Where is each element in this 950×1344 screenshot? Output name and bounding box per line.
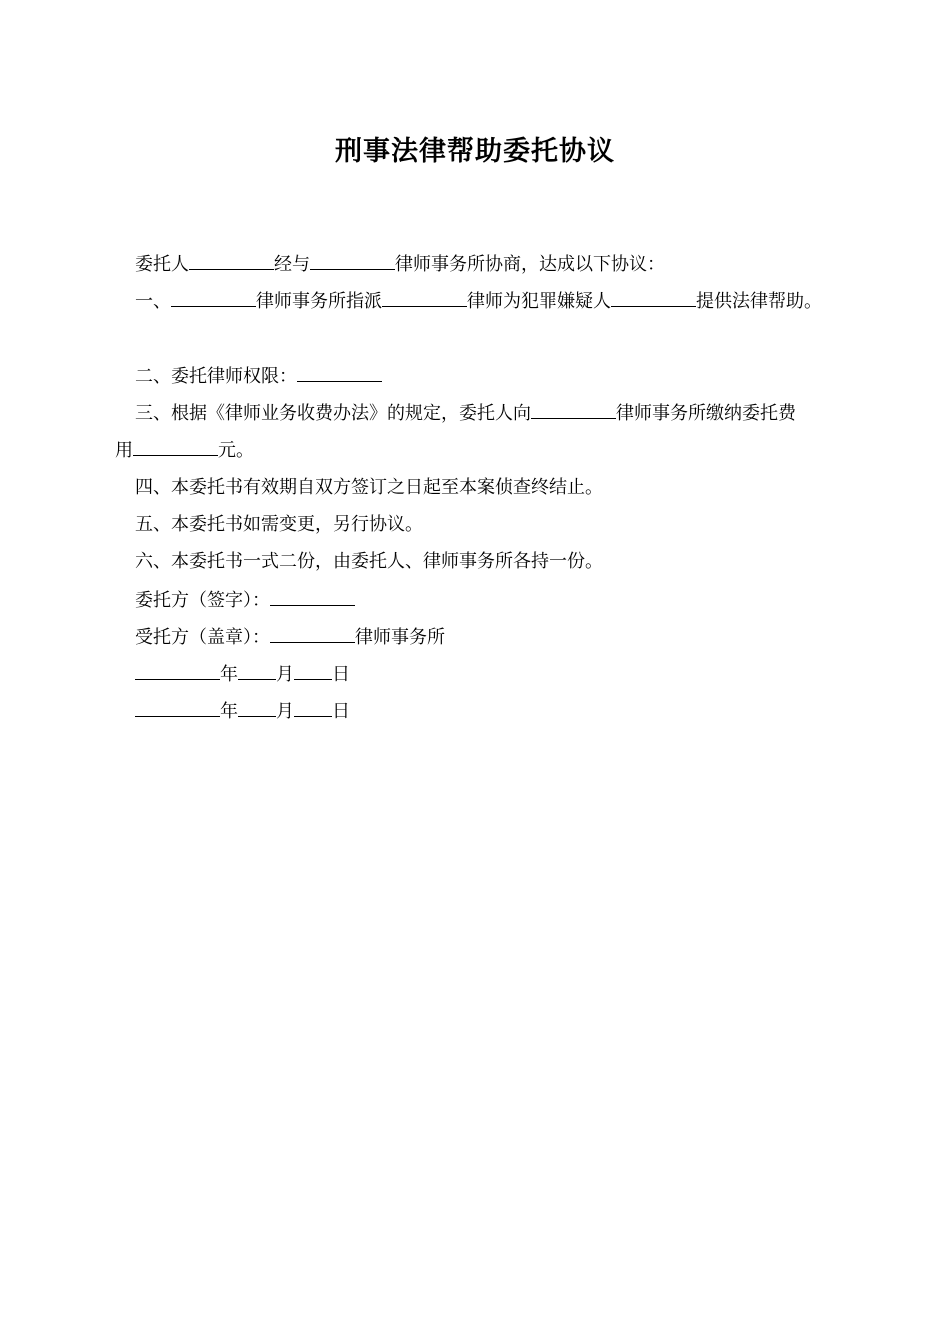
clause-6: 六、本委托书一式二份，由委托人、律师事务所各持一份。 [135,551,603,572]
fee-amount-blank[interactable] [133,437,218,456]
clause-3-text-1: 三、根据《律师业务收费办法》的规定，委托人向 [135,403,531,424]
clause-3-text-3: 用 [115,440,133,461]
clause-4: 四、本委托书有效期自双方签订之日起至本案侦查终结止。 [135,477,603,498]
client-signature-line [135,587,355,614]
intro-text-3: 律师事务所协商，达成以下协议： [395,254,665,275]
client-signature-blank[interactable] [270,587,355,606]
clause-1-text-2: 律师为犯罪嫌疑人 [467,291,611,312]
document-title: 刑事法律帮助委托协议 [335,136,615,167]
intro-text-2: 经与 [274,254,310,275]
date-line-1 [135,661,350,688]
agent-seal-suffix: 律师事务所 [355,627,445,648]
year-blank-2[interactable] [135,698,220,717]
month-label: 月 [276,664,294,685]
clause-3-text-4: 元。 [218,440,254,461]
year-label-2: 年 [220,701,238,722]
client-name-blank[interactable] [189,251,274,270]
authority-blank[interactable] [297,363,382,382]
year-blank[interactable] [135,661,220,680]
day-blank-2[interactable] [294,698,332,717]
month-label-2: 月 [276,701,294,722]
lawyer-name-blank[interactable] [382,288,467,307]
month-blank[interactable] [238,661,276,680]
law-firm-blank-3[interactable] [531,400,616,419]
suspect-name-blank[interactable] [611,288,696,307]
agent-seal-line [135,624,445,651]
agent-firm-blank[interactable] [270,624,355,643]
clause-1-text-1: 律师事务所指派 [256,291,382,312]
agent-seal-label: 受托方（盖章）： [135,627,270,648]
date-line-2 [135,698,350,725]
clause-2 [135,363,382,390]
day-label: 日 [332,664,350,685]
month-blank-2[interactable] [238,698,276,717]
clause-1-text-3: 提供法律帮助。 [696,291,822,312]
day-blank[interactable] [294,661,332,680]
law-firm-blank-2[interactable] [171,288,256,307]
clause-5: 五、本委托书如需变更，另行协议。 [135,514,423,535]
year-label: 年 [220,664,238,685]
clause-3-continued [115,437,254,464]
law-firm-blank[interactable] [310,251,395,270]
clause-1 [135,288,822,315]
clause-2-text: 二、委托律师权限： [135,366,297,387]
day-label-2: 日 [332,701,350,722]
clause-1-number: 一、 [135,291,171,312]
clause-3 [135,400,796,427]
clause-3-text-2: 律师事务所缴纳委托费 [616,403,796,424]
intro-text-1: 委托人 [135,254,189,275]
client-signature-label: 委托方（签字）： [135,590,270,611]
intro-line [135,251,665,278]
